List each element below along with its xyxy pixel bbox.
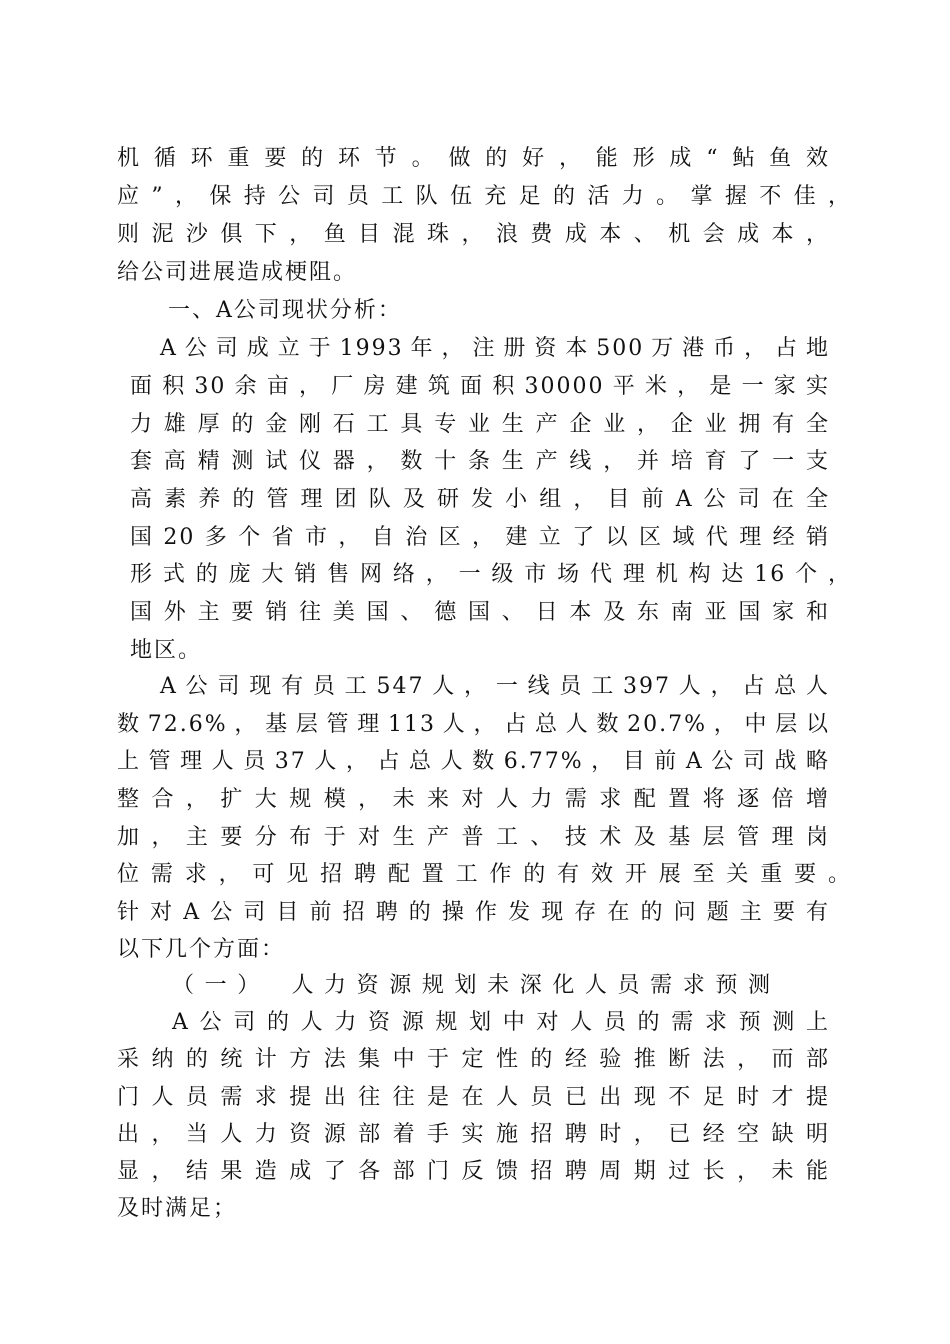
text-line: 显，结果造成了各部门反馈招聘周期过长，未能 [117, 1159, 830, 1184]
text-line: 则泥沙俱下，鱼目混珠，浪费成本、机会成本， [117, 222, 830, 247]
text-line: 采纳的统计方法集中于定性的经验推断法，而部 [117, 1047, 830, 1072]
text-line: 地区。 [130, 638, 203, 663]
text-line: 上管理人员37人，占总人数6.77%，目前A公司战略 [117, 749, 830, 774]
text-line: A公司的人力资源规划中对人员的需求预测上 [172, 1010, 830, 1035]
text-line: 及时满足； [117, 1196, 238, 1221]
text-line: 国外主要销往美国、德国、日本及东南亚国家和 [130, 600, 830, 625]
text-line: 以下几个方面： [117, 937, 286, 962]
text-line: 加，主要分布于对生产普工、技术及基层管理岗 [117, 825, 830, 850]
text-line: 位需求，可见招聘配置工作的有效开展至关重要。 [117, 862, 852, 887]
text-line: 给公司进展造成梗阻。 [117, 260, 358, 285]
text-line: 整合，扩大规模，未来对人力需求配置将逐倍增 [117, 787, 830, 812]
section-heading: （一） 人力资源规划未深化人员需求预测 [172, 973, 772, 998]
text-line: 数72.6%，基层管理113人，占总人数20.7%，中层以 [117, 712, 830, 737]
section-heading: 一、A公司现状分析： [168, 298, 402, 323]
text-line: 高素养的管理团队及研发小组，目前A公司在全 [130, 487, 830, 512]
text-line: 面积30余亩，厂房建筑面积30000平米，是一家实 [130, 374, 830, 399]
text-line: A公司成立于1993年，注册资本500万港币，占地 [160, 336, 830, 361]
text-line: 国20多个省市，自治区，建立了以区域代理经销 [130, 525, 830, 550]
text-line: 力雄厚的金刚石工具专业生产企业，企业拥有全 [130, 412, 830, 437]
text-line: 应”，保持公司员工队伍充足的活力。掌握不佳， [117, 184, 852, 209]
text-line: A公司现有员工547人，一线员工397人，占总人 [160, 674, 830, 699]
text-line: 套高精测试仪器，数十条生产线，并培育了一支 [130, 449, 830, 474]
text-line: 形式的庞大销售网络，一级市场代理机构达16个， [130, 562, 852, 587]
text-line: 门人员需求提出往往是在人员已出现不足时才提 [117, 1085, 830, 1110]
text-line: 机循环重要的环节。做的好，能形成“鲇鱼效 [117, 146, 830, 171]
text-line: 出，当人力资源部着手实施招聘时，已经空缺明 [117, 1122, 830, 1147]
text-line: 针对A公司目前招聘的操作发现存在的问题主要有 [117, 900, 830, 925]
